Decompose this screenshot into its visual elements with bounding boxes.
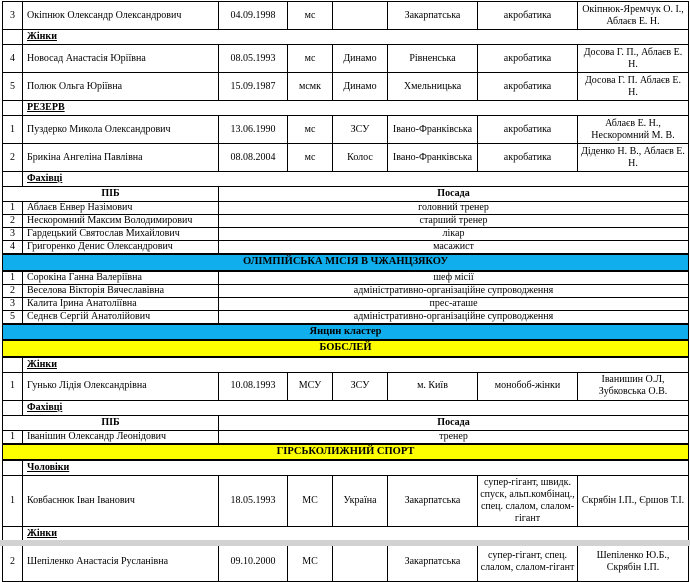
athlete-coaches-cell: Досова Г. П., Аблаєв Е. Н. [578,45,689,73]
athlete-name-cell: Брикіна Ангеліна Павлівна [23,144,219,172]
roster-table-body [3,2,689,582]
subheader-label: Жінки [27,358,57,370]
section-subheader-row [3,101,689,116]
athlete-rank-cell: МС [288,476,333,527]
person-number-cell: 5 [3,310,23,324]
athlete-coaches-cell: Скрябін І.П., Єршов Т.І. [578,476,689,527]
person-name-cell: Веселова Вікторія Вячеславівна [23,284,219,297]
subheader-label-cell [23,172,689,187]
section-subheader-row [3,460,689,476]
section-banner-cell: Янцин кластер [3,324,689,341]
specialists-columns-header-row [3,187,689,202]
athlete-dob-cell: 13.06.1990 [219,116,288,144]
section-subheader-row [3,400,689,415]
person-role-cell: шеф місії [219,271,689,285]
athlete-club-cell: Колос [333,144,388,172]
person-name-cell: Григоренко Денис Олександрович [23,241,219,255]
person-number-cell: 1 [3,271,23,285]
section-banner-cell: ГІРСЬКОЛИЖНИЙ СПОРТ [3,444,689,461]
person-name-cell: Калита Ірина Анатоліївна [23,297,219,310]
athlete-dob-cell: 08.05.1993 [219,45,288,73]
athlete-row [3,45,689,73]
subheader-gutter-cell [3,101,23,116]
athlete-number-cell: 2 [3,542,23,582]
person-role-cell: старший тренер [219,215,689,228]
athlete-discipline-cell: акробатика [478,73,578,101]
person-role-cell: тренер [219,430,689,444]
athlete-rank-cell: мс [288,116,333,144]
athlete-discipline-cell: супер-гігант, швидк. спуск, альп.комбінац., спец. слалом, слалом-гігант [478,476,578,527]
athlete-dob-cell: 15.09.1987 [219,73,288,101]
athlete-coaches-cell: Окіпнюк-Яремчук О. І., Аблаєв Е. Н. [578,2,689,30]
athlete-region-cell: Івано-Франківська [388,116,478,144]
person-role-row [3,228,689,241]
subheader-gutter-cell [3,30,23,45]
subheader-gutter-cell [3,357,23,373]
person-role-cell: прес-аташе [219,297,689,310]
subheader-label-cell [23,460,689,476]
athlete-region-cell: Хмельницька [388,73,478,101]
athlete-coaches-cell: Досова Г. П. Аблаєв Е. Н. [578,73,689,101]
person-number-cell: 3 [3,228,23,241]
subheader-label: Фахівці [27,173,63,184]
athlete-row [3,2,689,30]
athlete-discipline-cell: акробатика [478,45,578,73]
athlete-row [3,542,689,582]
athlete-region-cell: Івано-Франківська [388,144,478,172]
person-role-row [3,241,689,255]
athlete-rank-cell: мсмк [288,73,333,101]
subheader-gutter-cell [3,400,23,415]
section-banner-row [3,444,689,461]
person-role-cell: адміністративно-організаційне супроводження [219,284,689,297]
section-banner-cell: ОЛІМПІЙСЬКА МІСІЯ В ЧЖАНЦЗЯКОУ [3,254,689,271]
section-banner-cell: БОБСЛЕЙ [3,340,689,357]
athlete-club-cell: Динамо [333,73,388,101]
section-subheader-row [3,30,689,45]
athlete-name-cell: Шепіленко Анастасія Русланівна [23,542,219,582]
person-number-cell: 1 [3,430,23,444]
athlete-rank-cell: МС [288,542,333,582]
person-name-cell: Седнєв Сергій Анатолійович [23,310,219,324]
athlete-region-cell: Закарпатська [388,476,478,527]
athlete-dob-cell: 09.10.2000 [219,542,288,582]
subheader-label-cell [23,400,689,415]
page-bottom-margin [0,540,690,546]
subheader-gutter-cell [3,172,23,187]
athlete-rank-cell: мс [288,144,333,172]
person-role-row [3,271,689,285]
athlete-number-cell: 2 [3,144,23,172]
athlete-row [3,73,689,101]
person-name-cell: Нескоромний Максим Володимирович [23,215,219,228]
athlete-coaches-cell: Іванишин О.Л, Зубковська О.В. [578,372,689,400]
athlete-club-cell: Україна [333,476,388,527]
person-role-row [3,284,689,297]
person-number-cell: 4 [3,241,23,255]
athlete-number-cell: 3 [3,2,23,30]
athlete-dob-cell: 10.08.1993 [219,372,288,400]
person-role-cell: масажист [219,241,689,255]
athlete-dob-cell: 04.09.1998 [219,2,288,30]
person-role-cell: адміністративно-організаційне супроводження [219,310,689,324]
person-name-cell: Іванішин Олександр Леонідович [23,430,219,444]
subheader-gutter-cell [3,460,23,476]
athlete-dob-cell: 08.08.2004 [219,144,288,172]
specialists-name-header-cell: ПІБ [3,415,219,430]
athlete-coaches-cell: Шепіленко Ю.Б., Скрябін І.П. [578,542,689,582]
athlete-coaches-cell: Аблаєв Е. Н., Нескоромний М. В. [578,116,689,144]
athlete-name-cell: Пуздерко Микола Олександрович [23,116,219,144]
subheader-label: Чоловіки [27,462,70,474]
specialists-name-header-cell: ПІБ [3,187,219,202]
athlete-row [3,116,689,144]
section-subheader-row [3,172,689,187]
athlete-dob-cell: 18.05.1993 [219,476,288,527]
person-role-cell: лікар [219,228,689,241]
subheader-label: Фахівці [27,401,63,413]
athlete-number-cell: 5 [3,73,23,101]
subheader-label-cell [23,30,689,45]
athlete-club-cell: ЗСУ [333,372,388,400]
athlete-number-cell: 1 [3,116,23,144]
person-role-cell: головний тренер [219,202,689,215]
athlete-rank-cell: мс [288,2,333,30]
athlete-rank-cell: мс [288,45,333,73]
document-page [0,1,690,573]
subheader-label: РЕЗЕРВ [27,102,65,113]
athlete-discipline-cell: акробатика [478,116,578,144]
athlete-region-cell: Закарпатська [388,542,478,582]
athlete-club-cell [333,542,388,582]
athlete-region-cell: Закарпатська [388,2,478,30]
athlete-coaches-cell: Діденко Н. В., Аблаєв Е. Н. [578,144,689,172]
specialists-role-header-cell: Посада [219,187,689,202]
athlete-row [3,144,689,172]
athlete-region-cell: Рівненська [388,45,478,73]
athlete-discipline-cell: акробатика [478,144,578,172]
subheader-label: Жінки [27,31,57,42]
specialists-role-header-cell: Посада [219,415,689,430]
athlete-rank-cell: МСУ [288,372,333,400]
person-name-cell: Гардецький Святослав Михайлович [23,228,219,241]
athlete-name-cell: Ковбаснюк Іван Іванович [23,476,219,527]
section-banner-row [3,324,689,341]
athlete-number-cell: 1 [3,372,23,400]
person-number-cell: 2 [3,284,23,297]
athlete-name-cell: Полюк Ольга Юріївна [23,73,219,101]
athlete-club-cell: Динамо [333,45,388,73]
athlete-discipline-cell: акробатика [478,2,578,30]
athlete-row [3,476,689,527]
person-number-cell: 2 [3,215,23,228]
section-banner-row [3,340,689,357]
section-banner-row [3,254,689,271]
athlete-discipline-cell: супер-гігант, спец. слалом, слалом-гігант [478,542,578,582]
person-role-row [3,202,689,215]
roster-table [2,1,689,582]
subheader-label: Жінки [27,528,57,540]
athlete-club-cell [333,2,388,30]
person-number-cell: 1 [3,202,23,215]
person-name-cell: Аблаєв Енвер Назімович [23,202,219,215]
subheader-label-cell [23,357,689,373]
athlete-number-cell: 4 [3,45,23,73]
person-name-cell: Сорокіна Ганна Валеріївна [23,271,219,285]
athlete-discipline-cell: монобоб-жінки [478,372,578,400]
subheader-label-cell [23,101,689,116]
person-role-row [3,310,689,324]
athlete-row [3,372,689,400]
athlete-name-cell: Гунько Лідія Олександрівна [23,372,219,400]
athlete-region-cell: м. Київ [388,372,478,400]
athlete-name-cell: Новосад Анастасія Юріївна [23,45,219,73]
athlete-club-cell: ЗСУ [333,116,388,144]
section-subheader-row [3,357,689,373]
athlete-name-cell: Окіпнюк Олександр Олександрович [23,2,219,30]
person-role-row [3,430,689,444]
person-number-cell: 3 [3,297,23,310]
athlete-number-cell: 1 [3,476,23,527]
specialists-columns-header-row [3,415,689,430]
person-role-row [3,215,689,228]
person-role-row [3,297,689,310]
